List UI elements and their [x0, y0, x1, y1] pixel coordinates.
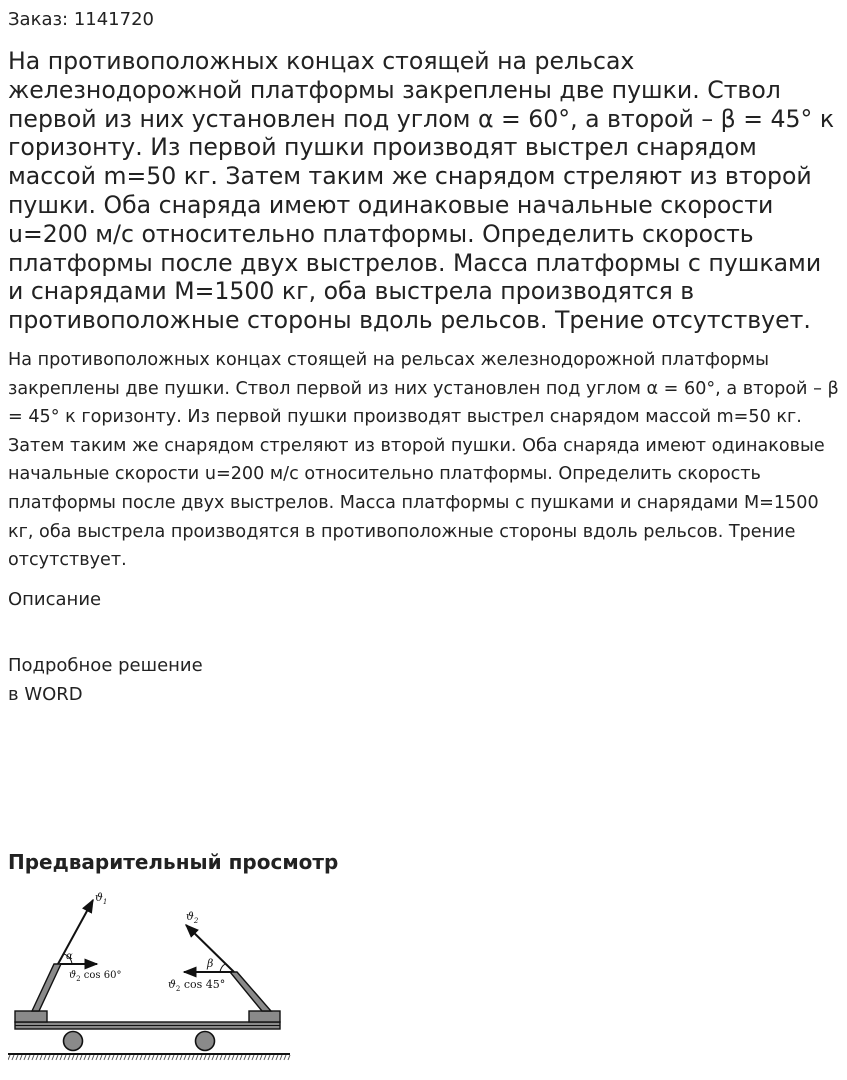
- preview-figure: [8, 884, 292, 1066]
- platform-diagram: [8, 884, 292, 1066]
- order-number: Заказ: 1141720: [8, 9, 154, 30]
- beta-arc: [220, 964, 225, 972]
- solution-line-detailed: Подробное решение: [8, 655, 203, 676]
- solution-info: [8, 651, 203, 709]
- preview-heading: Предварительный просмотр: [8, 850, 339, 874]
- ground: [8, 1054, 290, 1060]
- solution-line-format: в WORD: [8, 684, 83, 705]
- beta-label: β: [207, 957, 214, 970]
- gun-barrel-left: [32, 964, 61, 1011]
- wheel-right: [196, 1032, 215, 1051]
- alpha-label: α: [66, 951, 73, 962]
- gun-barrel-right: [230, 972, 271, 1011]
- component-1-label: $ϑ_2$ cos 60°: [69, 970, 122, 983]
- gun-mount-right: [249, 1011, 280, 1022]
- velocity-arrow-1: [58, 900, 93, 964]
- problem-title: На противоположных концах стоящей на рельсах железнодорожной платформы закреплены две пушки. Ствол первой из них установлен под углом α = 60°, а второй – β = 45° к горизонту. Из первой пушки производят выстрел снарядом массой m=50 кг. Затем таким же снарядом стреляют из второй пушки. Оба снаряда имеют одинаковые начальные скорости u=200 м/с относительно платформы. Определить скорость платформы после двух выстрелов. Масса платформы с пушками и снарядами M=1500 кг, оба выстрела производятся в противоположные стороны вдоль рельсов. Трение отсутствует.: [8, 47, 835, 335]
- gun-mount-left: [15, 1011, 47, 1022]
- wheel-left: [64, 1032, 83, 1051]
- description-label: Описание: [8, 589, 102, 610]
- v2-label: $ϑ_2$: [186, 910, 199, 925]
- component-2-label: $ϑ_2$ cos 45°: [168, 978, 226, 993]
- problem-text: На противоположных концах стоящей на рельсах железнодорожной платформы закреплены две пушки. Ствол первой из них установлен под углом α = 60°, а второй – β = 45° к горизонту. Из первой пушки производят выстрел снарядом массой m=50 кг. Затем таким же снарядом стреляют из второй пушки. Оба снаряда имеют одинаковые начальные скорости u=200 м/с относительно платформы. Определить скорость платформы после двух выстрелов. Масса платформы с пушками и снарядами M=1500 кг, оба выстрела производятся в противоположные стороны вдоль рельсов. Трение отсутствует.: [8, 350, 839, 571]
- v1-label: $ϑ_1$: [95, 891, 108, 906]
